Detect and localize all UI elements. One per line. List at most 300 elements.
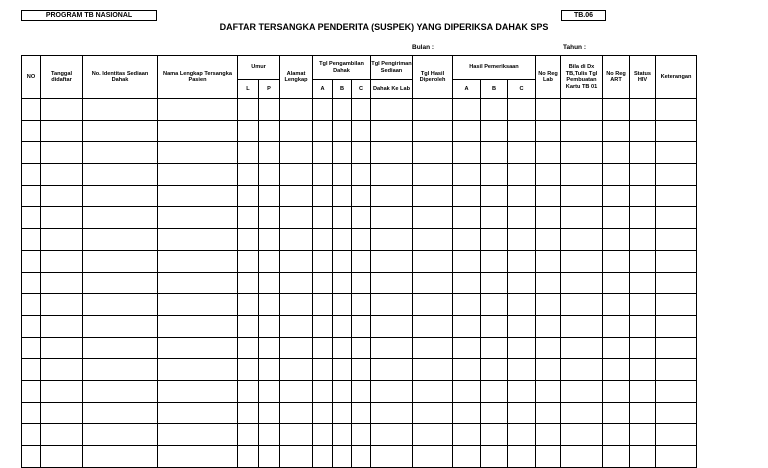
table-cell[interactable]: [561, 402, 603, 424]
table-cell[interactable]: [280, 99, 313, 121]
table-cell[interactable]: [41, 120, 83, 142]
table-cell[interactable]: [333, 142, 352, 164]
table-cell[interactable]: [536, 272, 561, 294]
table-cell[interactable]: [656, 99, 697, 121]
table-cell[interactable]: [259, 207, 280, 229]
table-cell[interactable]: [333, 359, 352, 381]
table-cell[interactable]: [561, 315, 603, 337]
table-cell[interactable]: [352, 380, 371, 402]
table-cell[interactable]: [656, 164, 697, 186]
table-cell[interactable]: [453, 250, 481, 272]
table-cell[interactable]: [481, 272, 508, 294]
table-cell[interactable]: [413, 315, 453, 337]
table-cell[interactable]: [259, 272, 280, 294]
table-cell[interactable]: [630, 99, 656, 121]
table-cell[interactable]: [83, 250, 158, 272]
table-cell[interactable]: [453, 337, 481, 359]
table-cell[interactable]: [333, 294, 352, 316]
table-cell[interactable]: [371, 294, 413, 316]
table-cell[interactable]: [561, 359, 603, 381]
table-cell[interactable]: [656, 229, 697, 251]
table-cell[interactable]: [371, 142, 413, 164]
table-cell[interactable]: [603, 359, 630, 381]
table-cell[interactable]: [259, 250, 280, 272]
table-cell[interactable]: [536, 99, 561, 121]
table-cell[interactable]: [536, 164, 561, 186]
table-cell[interactable]: [413, 424, 453, 446]
table-cell[interactable]: [83, 99, 158, 121]
table-cell[interactable]: [259, 185, 280, 207]
table-cell[interactable]: [22, 294, 41, 316]
table-cell[interactable]: [280, 185, 313, 207]
table-cell[interactable]: [83, 164, 158, 186]
table-cell[interactable]: [413, 359, 453, 381]
table-cell[interactable]: [536, 315, 561, 337]
table-cell[interactable]: [630, 272, 656, 294]
table-cell[interactable]: [352, 359, 371, 381]
table-cell[interactable]: [508, 164, 536, 186]
table-cell[interactable]: [83, 359, 158, 381]
table-cell[interactable]: [313, 99, 333, 121]
table-cell[interactable]: [656, 294, 697, 316]
table-cell[interactable]: [453, 164, 481, 186]
table-cell[interactable]: [41, 229, 83, 251]
table-cell[interactable]: [41, 294, 83, 316]
table-cell[interactable]: [313, 250, 333, 272]
table-cell[interactable]: [352, 446, 371, 468]
table-cell[interactable]: [413, 120, 453, 142]
table-cell[interactable]: [413, 99, 453, 121]
table-cell[interactable]: [561, 424, 603, 446]
table-cell[interactable]: [158, 380, 238, 402]
table-cell[interactable]: [83, 207, 158, 229]
table-cell[interactable]: [158, 359, 238, 381]
table-cell[interactable]: [259, 359, 280, 381]
table-cell[interactable]: [413, 337, 453, 359]
table-cell[interactable]: [371, 446, 413, 468]
table-cell[interactable]: [536, 207, 561, 229]
table-cell[interactable]: [352, 207, 371, 229]
table-cell[interactable]: [603, 337, 630, 359]
table-cell[interactable]: [333, 229, 352, 251]
table-cell[interactable]: [371, 424, 413, 446]
table-cell[interactable]: [453, 99, 481, 121]
table-cell[interactable]: [22, 402, 41, 424]
table-cell[interactable]: [453, 380, 481, 402]
table-cell[interactable]: [83, 142, 158, 164]
table-cell[interactable]: [508, 294, 536, 316]
table-cell[interactable]: [158, 402, 238, 424]
table-cell[interactable]: [371, 272, 413, 294]
table-cell[interactable]: [561, 272, 603, 294]
table-cell[interactable]: [83, 380, 158, 402]
table-cell[interactable]: [371, 380, 413, 402]
table-cell[interactable]: [481, 359, 508, 381]
table-cell[interactable]: [238, 164, 259, 186]
table-cell[interactable]: [630, 446, 656, 468]
table-cell[interactable]: [603, 446, 630, 468]
table-cell[interactable]: [561, 250, 603, 272]
table-cell[interactable]: [453, 315, 481, 337]
table-cell[interactable]: [259, 142, 280, 164]
table-cell[interactable]: [481, 99, 508, 121]
table-cell[interactable]: [371, 359, 413, 381]
table-cell[interactable]: [238, 402, 259, 424]
table-cell[interactable]: [158, 294, 238, 316]
table-cell[interactable]: [481, 424, 508, 446]
table-cell[interactable]: [656, 337, 697, 359]
table-cell[interactable]: [259, 99, 280, 121]
table-cell[interactable]: [453, 424, 481, 446]
table-cell[interactable]: [333, 446, 352, 468]
table-cell[interactable]: [333, 120, 352, 142]
table-cell[interactable]: [561, 337, 603, 359]
table-cell[interactable]: [453, 294, 481, 316]
table-cell[interactable]: [413, 272, 453, 294]
table-cell[interactable]: [481, 380, 508, 402]
table-cell[interactable]: [536, 446, 561, 468]
table-cell[interactable]: [41, 337, 83, 359]
table-cell[interactable]: [656, 120, 697, 142]
table-cell[interactable]: [508, 99, 536, 121]
table-cell[interactable]: [453, 207, 481, 229]
table-cell[interactable]: [656, 315, 697, 337]
table-cell[interactable]: [352, 337, 371, 359]
table-cell[interactable]: [371, 337, 413, 359]
table-cell[interactable]: [536, 359, 561, 381]
table-cell[interactable]: [603, 185, 630, 207]
table-cell[interactable]: [259, 402, 280, 424]
table-cell[interactable]: [22, 120, 41, 142]
table-cell[interactable]: [333, 185, 352, 207]
table-cell[interactable]: [238, 142, 259, 164]
table-cell[interactable]: [413, 207, 453, 229]
table-cell[interactable]: [158, 337, 238, 359]
table-cell[interactable]: [603, 402, 630, 424]
table-cell[interactable]: [481, 207, 508, 229]
table-cell[interactable]: [413, 250, 453, 272]
table-cell[interactable]: [481, 315, 508, 337]
table-cell[interactable]: [22, 315, 41, 337]
table-cell[interactable]: [603, 99, 630, 121]
table-cell[interactable]: [508, 337, 536, 359]
table-cell[interactable]: [22, 446, 41, 468]
table-cell[interactable]: [371, 402, 413, 424]
table-cell[interactable]: [352, 294, 371, 316]
table-cell[interactable]: [333, 402, 352, 424]
table-cell[interactable]: [158, 164, 238, 186]
table-cell[interactable]: [536, 294, 561, 316]
table-cell[interactable]: [41, 402, 83, 424]
table-cell[interactable]: [352, 250, 371, 272]
table-cell[interactable]: [352, 272, 371, 294]
table-cell[interactable]: [656, 142, 697, 164]
table-cell[interactable]: [313, 229, 333, 251]
table-cell[interactable]: [41, 424, 83, 446]
table-cell[interactable]: [536, 402, 561, 424]
table-cell[interactable]: [352, 164, 371, 186]
table-cell[interactable]: [508, 402, 536, 424]
table-cell[interactable]: [280, 294, 313, 316]
table-cell[interactable]: [536, 229, 561, 251]
table-cell[interactable]: [22, 272, 41, 294]
table-cell[interactable]: [603, 164, 630, 186]
table-cell[interactable]: [352, 185, 371, 207]
table-cell[interactable]: [238, 315, 259, 337]
table-cell[interactable]: [371, 207, 413, 229]
table-cell[interactable]: [630, 250, 656, 272]
table-cell[interactable]: [313, 185, 333, 207]
table-cell[interactable]: [481, 402, 508, 424]
table-cell[interactable]: [83, 402, 158, 424]
table-cell[interactable]: [413, 229, 453, 251]
table-cell[interactable]: [453, 120, 481, 142]
table-cell[interactable]: [508, 380, 536, 402]
table-cell[interactable]: [508, 207, 536, 229]
table-cell[interactable]: [333, 99, 352, 121]
table-cell[interactable]: [630, 402, 656, 424]
table-cell[interactable]: [158, 120, 238, 142]
table-cell[interactable]: [158, 207, 238, 229]
table-cell[interactable]: [603, 229, 630, 251]
table-cell[interactable]: [561, 99, 603, 121]
table-cell[interactable]: [561, 120, 603, 142]
table-cell[interactable]: [630, 337, 656, 359]
table-cell[interactable]: [238, 229, 259, 251]
table-cell[interactable]: [238, 380, 259, 402]
table-cell[interactable]: [536, 142, 561, 164]
table-cell[interactable]: [41, 164, 83, 186]
table-cell[interactable]: [280, 315, 313, 337]
table-cell[interactable]: [603, 424, 630, 446]
table-cell[interactable]: [238, 99, 259, 121]
table-cell[interactable]: [333, 315, 352, 337]
table-cell[interactable]: [280, 229, 313, 251]
table-cell[interactable]: [259, 380, 280, 402]
table-cell[interactable]: [280, 272, 313, 294]
table-cell[interactable]: [630, 120, 656, 142]
table-cell[interactable]: [313, 164, 333, 186]
table-cell[interactable]: [630, 380, 656, 402]
table-cell[interactable]: [313, 380, 333, 402]
table-cell[interactable]: [371, 250, 413, 272]
table-cell[interactable]: [656, 402, 697, 424]
table-cell[interactable]: [371, 99, 413, 121]
table-cell[interactable]: [41, 99, 83, 121]
table-cell[interactable]: [238, 424, 259, 446]
table-cell[interactable]: [481, 250, 508, 272]
table-cell[interactable]: [603, 380, 630, 402]
table-cell[interactable]: [313, 315, 333, 337]
table-cell[interactable]: [313, 142, 333, 164]
table-cell[interactable]: [371, 185, 413, 207]
table-cell[interactable]: [603, 272, 630, 294]
table-cell[interactable]: [561, 294, 603, 316]
table-cell[interactable]: [371, 120, 413, 142]
table-cell[interactable]: [453, 272, 481, 294]
table-cell[interactable]: [561, 164, 603, 186]
table-cell[interactable]: [352, 402, 371, 424]
table-cell[interactable]: [656, 359, 697, 381]
table-cell[interactable]: [352, 142, 371, 164]
table-cell[interactable]: [313, 359, 333, 381]
table-cell[interactable]: [238, 337, 259, 359]
table-cell[interactable]: [413, 380, 453, 402]
table-cell[interactable]: [630, 185, 656, 207]
table-cell[interactable]: [603, 120, 630, 142]
table-cell[interactable]: [508, 272, 536, 294]
table-cell[interactable]: [238, 294, 259, 316]
table-cell[interactable]: [280, 446, 313, 468]
table-cell[interactable]: [22, 185, 41, 207]
table-cell[interactable]: [158, 315, 238, 337]
table-cell[interactable]: [508, 185, 536, 207]
table-cell[interactable]: [413, 142, 453, 164]
table-cell[interactable]: [508, 229, 536, 251]
table-cell[interactable]: [630, 164, 656, 186]
table-cell[interactable]: [561, 229, 603, 251]
table-cell[interactable]: [83, 294, 158, 316]
table-cell[interactable]: [352, 315, 371, 337]
table-cell[interactable]: [22, 99, 41, 121]
table-cell[interactable]: [41, 359, 83, 381]
table-cell[interactable]: [259, 424, 280, 446]
table-cell[interactable]: [508, 120, 536, 142]
table-cell[interactable]: [238, 446, 259, 468]
table-cell[interactable]: [656, 380, 697, 402]
table-cell[interactable]: [22, 207, 41, 229]
table-cell[interactable]: [280, 142, 313, 164]
table-cell[interactable]: [238, 120, 259, 142]
table-cell[interactable]: [22, 359, 41, 381]
table-cell[interactable]: [333, 380, 352, 402]
table-cell[interactable]: [481, 229, 508, 251]
table-cell[interactable]: [280, 120, 313, 142]
table-cell[interactable]: [313, 402, 333, 424]
table-cell[interactable]: [259, 120, 280, 142]
table-cell[interactable]: [630, 294, 656, 316]
table-cell[interactable]: [158, 99, 238, 121]
table-cell[interactable]: [630, 207, 656, 229]
table-cell[interactable]: [238, 272, 259, 294]
table-cell[interactable]: [536, 380, 561, 402]
table-cell[interactable]: [371, 315, 413, 337]
table-cell[interactable]: [508, 142, 536, 164]
table-cell[interactable]: [280, 207, 313, 229]
table-cell[interactable]: [83, 120, 158, 142]
table-cell[interactable]: [41, 185, 83, 207]
table-cell[interactable]: [259, 229, 280, 251]
table-cell[interactable]: [333, 337, 352, 359]
table-cell[interactable]: [280, 250, 313, 272]
table-cell[interactable]: [536, 337, 561, 359]
table-cell[interactable]: [603, 142, 630, 164]
table-cell[interactable]: [41, 250, 83, 272]
table-cell[interactable]: [603, 315, 630, 337]
table-cell[interactable]: [83, 272, 158, 294]
table-cell[interactable]: [508, 250, 536, 272]
table-cell[interactable]: [656, 424, 697, 446]
table-cell[interactable]: [22, 250, 41, 272]
table-cell[interactable]: [22, 142, 41, 164]
table-cell[interactable]: [352, 120, 371, 142]
table-cell[interactable]: [313, 337, 333, 359]
table-cell[interactable]: [656, 207, 697, 229]
table-cell[interactable]: [371, 164, 413, 186]
table-cell[interactable]: [333, 207, 352, 229]
table-cell[interactable]: [280, 402, 313, 424]
table-cell[interactable]: [41, 207, 83, 229]
table-cell[interactable]: [41, 142, 83, 164]
table-cell[interactable]: [313, 207, 333, 229]
table-cell[interactable]: [41, 315, 83, 337]
table-cell[interactable]: [481, 446, 508, 468]
table-cell[interactable]: [630, 229, 656, 251]
table-cell[interactable]: [333, 250, 352, 272]
table-cell[interactable]: [536, 120, 561, 142]
table-cell[interactable]: [158, 229, 238, 251]
table-cell[interactable]: [481, 142, 508, 164]
table-cell[interactable]: [259, 337, 280, 359]
table-cell[interactable]: [313, 272, 333, 294]
table-cell[interactable]: [83, 185, 158, 207]
table-cell[interactable]: [561, 446, 603, 468]
table-cell[interactable]: [41, 380, 83, 402]
table-cell[interactable]: [536, 250, 561, 272]
table-cell[interactable]: [508, 424, 536, 446]
table-cell[interactable]: [22, 424, 41, 446]
table-cell[interactable]: [481, 185, 508, 207]
table-cell[interactable]: [333, 164, 352, 186]
table-cell[interactable]: [603, 294, 630, 316]
table-cell[interactable]: [352, 229, 371, 251]
table-cell[interactable]: [259, 294, 280, 316]
table-cell[interactable]: [22, 229, 41, 251]
table-cell[interactable]: [453, 185, 481, 207]
table-cell[interactable]: [413, 446, 453, 468]
table-cell[interactable]: [603, 250, 630, 272]
table-cell[interactable]: [280, 359, 313, 381]
table-cell[interactable]: [83, 446, 158, 468]
table-cell[interactable]: [508, 315, 536, 337]
table-cell[interactable]: [453, 142, 481, 164]
table-cell[interactable]: [158, 424, 238, 446]
table-cell[interactable]: [413, 402, 453, 424]
table-cell[interactable]: [352, 424, 371, 446]
table-cell[interactable]: [508, 359, 536, 381]
table-cell[interactable]: [561, 185, 603, 207]
table-cell[interactable]: [536, 424, 561, 446]
table-cell[interactable]: [453, 402, 481, 424]
table-cell[interactable]: [453, 446, 481, 468]
table-cell[interactable]: [603, 207, 630, 229]
table-cell[interactable]: [259, 446, 280, 468]
table-cell[interactable]: [259, 164, 280, 186]
table-cell[interactable]: [656, 185, 697, 207]
table-cell[interactable]: [481, 120, 508, 142]
table-cell[interactable]: [656, 446, 697, 468]
table-cell[interactable]: [313, 120, 333, 142]
table-cell[interactable]: [352, 99, 371, 121]
table-cell[interactable]: [280, 380, 313, 402]
table-cell[interactable]: [630, 315, 656, 337]
table-cell[interactable]: [656, 272, 697, 294]
table-cell[interactable]: [313, 294, 333, 316]
table-cell[interactable]: [41, 272, 83, 294]
table-cell[interactable]: [22, 164, 41, 186]
table-cell[interactable]: [83, 315, 158, 337]
table-cell[interactable]: [413, 164, 453, 186]
